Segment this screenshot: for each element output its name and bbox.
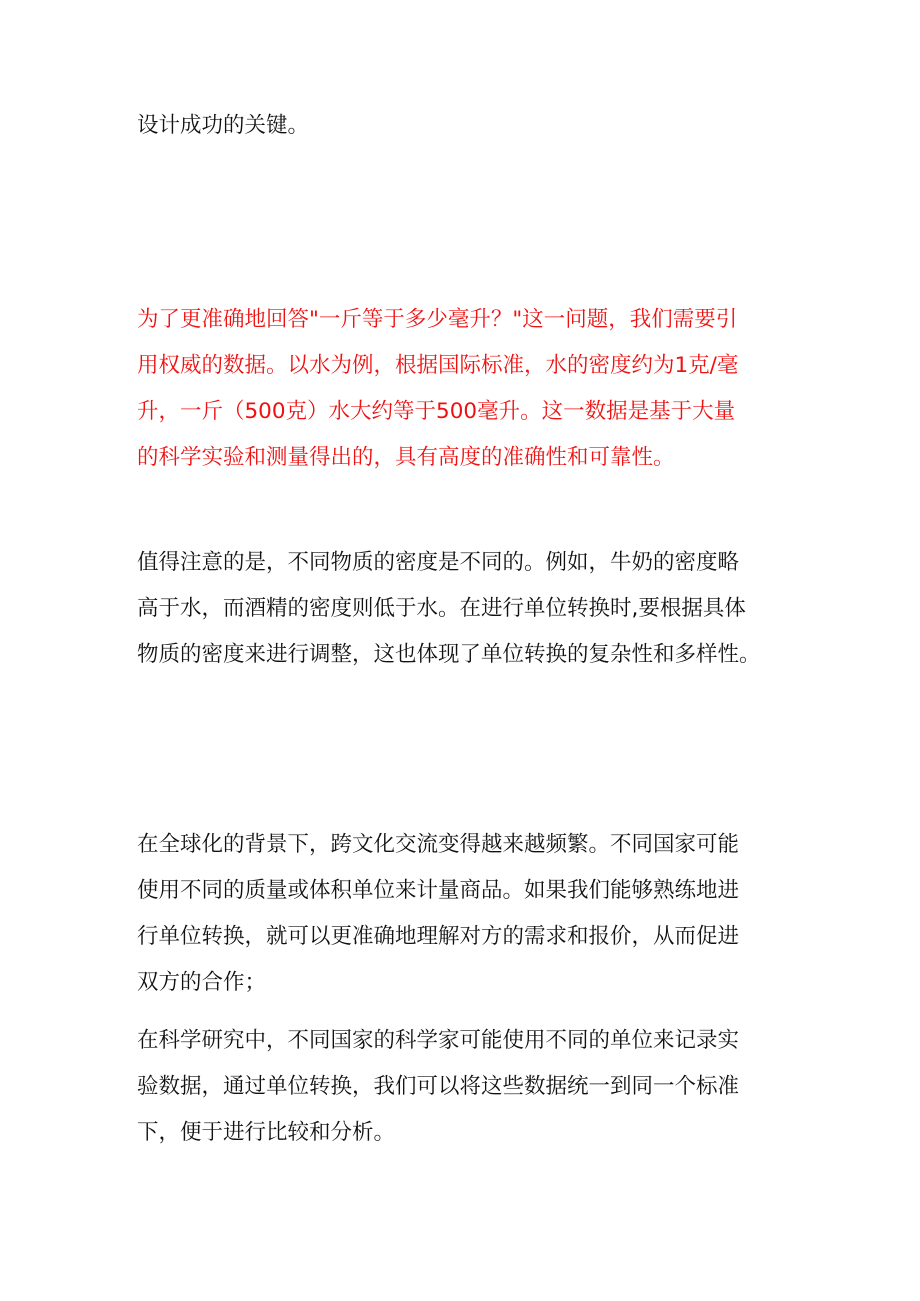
text-line: 在全球化的背景下，跨文化交流变得越来越频繁。不同国家可能 — [137, 832, 740, 857]
paragraph-globalization — [137, 822, 797, 1006]
text-line: 设计成功的关键。 — [137, 113, 310, 138]
text-line: 高于水，而酒精的密度则低于水。在进行单位转换时,要根据具体 — [137, 596, 746, 621]
paragraph-design-key — [137, 103, 797, 149]
text-line: 用权威的数据。以水为例，根据国际标准，水的密度约为1克/毫 — [137, 353, 739, 378]
text-line: 行单位转换，就可以更准确地理解对方的需求和报价，从而促进 — [137, 924, 740, 949]
text-line: 值得注意的是，不同物质的密度是不同的。例如，牛奶的密度略 — [137, 550, 740, 575]
text-line: 升，一斤（500克）水大约等于500毫升。这一数据是基于大量 — [137, 399, 736, 424]
text-line: 为了更准确地回答"一斤等于多少毫升？"这一问题，我们需要引 — [137, 307, 738, 332]
text-line: 验数据，通过单位转换，我们可以将这些数据统一到同一个标准 — [137, 1074, 740, 1099]
paragraph-density-differences — [137, 540, 797, 678]
paragraph-water-density-highlight — [137, 297, 797, 481]
paragraph-scientific-research — [137, 1018, 797, 1156]
text-line: 物质的密度来进行调整，这也体现了单位转换的复杂性和多样性。 — [137, 642, 761, 667]
text-line: 的科学实验和测量得出的，具有高度的准确性和可靠性。 — [137, 445, 675, 470]
text-line: 双方的合作； — [137, 970, 267, 995]
text-line: 在科学研究中，不同国家的科学家可能使用不同的单位来记录实 — [137, 1028, 740, 1053]
text-line: 使用不同的质量或体积单位来计量商品。如果我们能够熟练地进 — [137, 878, 740, 903]
text-line: 下，便于进行比较和分析。 — [137, 1120, 396, 1145]
